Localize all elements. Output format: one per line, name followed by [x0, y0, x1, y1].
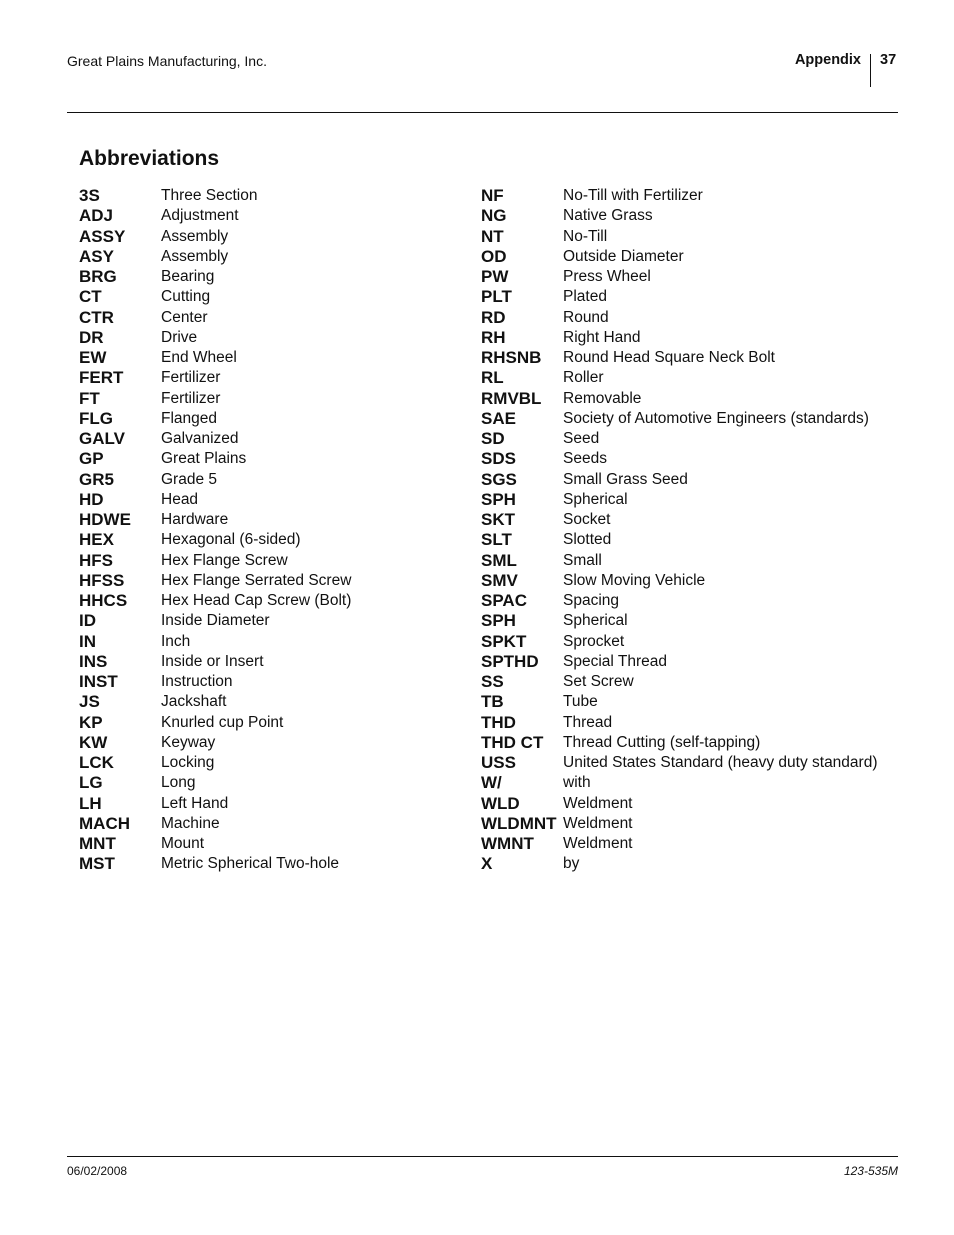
- abbreviation-term: HFSS: [79, 570, 125, 590]
- abbreviation-row: [481, 632, 878, 652]
- footer-doc-number: 123-535M: [843, 1164, 898, 1178]
- abbreviation-row: [79, 348, 351, 368]
- abbreviation-meaning: Instruction: [161, 673, 233, 691]
- abbreviation-meaning: Slow Moving Vehicle: [563, 571, 706, 589]
- abbreviation-term: EW: [79, 348, 107, 368]
- abbreviation-row: [79, 591, 351, 611]
- header-section-title: Appendix: [794, 52, 861, 68]
- abbreviation-row: [79, 206, 351, 226]
- header-company: Great Plains Manufacturing, Inc.: [67, 53, 267, 69]
- abbreviation-row: [481, 267, 878, 287]
- abbreviation-row: [79, 530, 351, 550]
- abbreviation-row: [79, 652, 351, 672]
- abbreviation-meaning: Weldment: [563, 794, 633, 812]
- abbreviation-term: FT: [79, 388, 100, 408]
- abbreviation-row: [481, 429, 878, 449]
- abbreviation-row: [481, 510, 878, 530]
- abbreviation-term: W/: [481, 773, 502, 793]
- abbreviation-meaning: United States Standard (heavy duty standard): [563, 754, 878, 772]
- abbreviation-term: WMNT: [481, 834, 534, 854]
- abbreviation-row: [481, 186, 878, 206]
- abbreviation-meaning: with: [563, 774, 591, 792]
- abbreviation-row: [481, 571, 878, 591]
- abbreviation-meaning: Small Grass Seed: [563, 470, 688, 488]
- abbreviation-term: USS: [481, 753, 516, 773]
- abbreviation-meaning: Assembly: [161, 227, 229, 245]
- abbreviation-term: NG: [481, 206, 507, 226]
- abbreviation-row: [79, 287, 351, 307]
- abbreviation-meaning: by: [563, 855, 580, 873]
- abbreviation-row: [481, 287, 878, 307]
- abbreviation-row: [79, 571, 351, 591]
- abbreviation-term: RMVBL: [481, 388, 542, 408]
- abbreviation-meaning: Center: [161, 308, 208, 326]
- abbreviation-meaning: Three Section: [161, 187, 258, 205]
- abbreviation-term: HEX: [79, 530, 114, 550]
- abbreviation-term: THD CT: [481, 732, 544, 752]
- abbreviation-meaning: Thread Cutting (self-tapping): [563, 733, 761, 751]
- abbreviation-row: [79, 308, 351, 328]
- abbreviation-meaning: Hex Head Cap Screw (Bolt): [161, 592, 352, 610]
- abbreviation-term: SPTHD: [481, 651, 539, 671]
- abbreviation-row: [79, 429, 351, 449]
- abbreviation-meaning: Drive: [161, 328, 198, 346]
- abbreviation-term: IN: [79, 631, 96, 651]
- abbreviation-term: SLT: [481, 530, 512, 550]
- abbreviation-meaning: Hexagonal (6-sided): [161, 531, 301, 549]
- abbreviation-meaning: Long: [161, 774, 196, 792]
- abbreviation-row: [481, 652, 878, 672]
- abbreviation-term: FERT: [79, 368, 124, 388]
- abbreviation-meaning: Outside Diameter: [563, 247, 684, 265]
- abbreviation-row: [481, 308, 878, 328]
- abbreviation-term: 3S: [79, 186, 100, 206]
- abbreviation-meaning: Press Wheel: [563, 268, 651, 286]
- abbreviation-meaning: Slotted: [563, 531, 612, 549]
- abbreviation-row: [481, 470, 878, 490]
- abbreviation-row: [79, 854, 351, 874]
- abbreviation-meaning: Mount: [161, 835, 205, 853]
- abbreviation-row: [79, 753, 351, 773]
- abbreviation-meaning: Roller: [563, 369, 604, 387]
- abbreviation-term: SGS: [481, 469, 517, 489]
- abbreviation-row: [79, 733, 351, 753]
- abbreviation-term: BRG: [79, 267, 117, 287]
- abbreviation-term: GR5: [79, 469, 114, 489]
- abbreviation-meaning: Weldment: [563, 835, 633, 853]
- abbreviation-meaning: Flanged: [161, 409, 218, 427]
- abbreviation-row: [481, 753, 878, 773]
- abbreviation-row: [481, 247, 878, 267]
- abbreviation-term: TB: [481, 692, 504, 712]
- abbreviation-row: [481, 328, 878, 348]
- abbreviation-term: RD: [481, 307, 506, 327]
- abbreviation-row: [79, 672, 351, 692]
- abbreviation-term: SKT: [481, 510, 515, 530]
- top-rule: [67, 112, 898, 113]
- abbreviation-meaning: Great Plains: [161, 450, 247, 468]
- abbreviation-row: [79, 368, 351, 388]
- abbreviation-meaning: Round: [563, 308, 609, 326]
- bottom-rule: [67, 1156, 898, 1157]
- abbreviation-term: SML: [481, 550, 517, 570]
- abbreviation-meaning: Spherical: [563, 490, 628, 508]
- abbreviation-meaning: Left Hand: [161, 794, 229, 812]
- abbreviation-meaning: Special Thread: [563, 652, 667, 670]
- abbreviation-meaning: Fertilizer: [161, 389, 221, 407]
- abbreviation-row: [481, 814, 878, 834]
- abbreviation-term: LCK: [79, 753, 114, 773]
- abbreviation-meaning: Tube: [563, 693, 598, 711]
- abbreviation-meaning: Jackshaft: [161, 693, 227, 711]
- abbreviation-meaning: Head: [161, 490, 199, 508]
- abbreviation-row: [79, 510, 351, 530]
- page-number: 37: [880, 52, 897, 68]
- abbreviation-term: CT: [79, 287, 102, 307]
- abbreviation-meaning: Grade 5: [161, 470, 218, 488]
- abbreviation-term: HHCS: [79, 591, 128, 611]
- abbreviation-term: SD: [481, 429, 505, 449]
- abbreviation-row: [481, 773, 878, 793]
- abbreviation-term: THD: [481, 712, 516, 732]
- abbreviation-term: KP: [79, 712, 103, 732]
- abbreviation-row: [481, 206, 878, 226]
- abbreviation-meaning: Thread: [563, 713, 613, 731]
- abbreviation-term: ASSY: [79, 226, 126, 246]
- abbreviation-row: [481, 854, 878, 874]
- abbreviation-term: ID: [79, 611, 96, 631]
- abbreviation-meaning: Assembly: [161, 247, 229, 265]
- abbreviation-row: [79, 470, 351, 490]
- abbreviation-meaning: Plated: [563, 288, 607, 306]
- abbreviation-row: [79, 713, 351, 733]
- abbreviation-meaning: No-Till with Fertilizer: [563, 187, 703, 205]
- abbreviation-row: [79, 632, 351, 652]
- abbreviation-meaning: End Wheel: [161, 349, 237, 367]
- abbreviation-term: RHSNB: [481, 348, 542, 368]
- abbreviation-meaning: Small: [563, 551, 602, 569]
- abbreviation-row: [481, 834, 878, 854]
- abbreviation-term: JS: [79, 692, 100, 712]
- abbreviation-row: [79, 227, 351, 247]
- abbreviation-term: LG: [79, 773, 103, 793]
- abbreviation-meaning: Bearing: [161, 268, 215, 286]
- abbreviation-term: ASY: [79, 246, 114, 266]
- abbreviation-term: CTR: [79, 307, 114, 327]
- abbreviation-row: [481, 713, 878, 733]
- abbreviation-meaning: Seeds: [563, 450, 607, 468]
- abbreviation-meaning: Locking: [161, 754, 215, 772]
- abbreviation-term: MNT: [79, 834, 116, 854]
- abbreviation-term: SMV: [481, 570, 518, 590]
- abbreviation-term: GP: [79, 449, 104, 469]
- abbreviation-term: FLG: [79, 408, 113, 428]
- abbreviation-meaning: Round Head Square Neck Bolt: [563, 349, 775, 367]
- abbreviation-meaning: Socket: [563, 511, 611, 529]
- abbreviation-term: SPH: [481, 489, 516, 509]
- abbreviation-meaning: Inside or Insert: [161, 652, 264, 670]
- abbreviation-row: [481, 611, 878, 631]
- abbreviation-meaning: Knurled cup Point: [161, 713, 284, 731]
- abbreviation-row: [481, 692, 878, 712]
- abbreviation-meaning: Society of Automotive Engineers (standards): [563, 409, 869, 427]
- abbreviation-row: [481, 794, 878, 814]
- abbreviation-meaning: Inch: [161, 632, 191, 650]
- abbreviation-term: INST: [79, 672, 118, 692]
- abbreviation-row: [481, 389, 878, 409]
- abbreviation-meaning: Native Grass: [563, 207, 653, 225]
- header-divider: [870, 54, 871, 87]
- abbreviation-meaning: Machine: [161, 814, 220, 832]
- abbreviation-meaning: Weldment: [563, 814, 633, 832]
- abbreviation-row: [481, 227, 878, 247]
- abbreviation-row: [481, 733, 878, 753]
- abbreviation-term: SPAC: [481, 591, 527, 611]
- abbreviation-term: PLT: [481, 287, 512, 307]
- abbreviation-term: SAE: [481, 408, 516, 428]
- abbreviation-meaning: Hex Flange Serrated Screw: [161, 571, 352, 589]
- abbreviation-row: [79, 773, 351, 793]
- abbreviation-term: GALV: [79, 429, 125, 449]
- abbreviation-term: SPKT: [481, 631, 527, 651]
- abbreviation-row: [79, 794, 351, 814]
- abbreviation-row: [481, 490, 878, 510]
- abbreviation-meaning: Set Screw: [563, 673, 634, 691]
- abbreviation-term: RH: [481, 327, 506, 347]
- abbreviation-meaning: Adjustment: [161, 207, 239, 225]
- abbreviation-row: [79, 551, 351, 571]
- abbreviation-meaning: Sprocket: [563, 632, 625, 650]
- abbreviation-column-right: [481, 186, 878, 875]
- abbreviation-term: HFS: [79, 550, 113, 570]
- abbreviation-row: [481, 449, 878, 469]
- abbreviation-meaning: Keyway: [161, 733, 216, 751]
- abbreviation-meaning: Cutting: [161, 288, 211, 306]
- abbreviation-column-left: [79, 186, 351, 875]
- abbreviation-term: NF: [481, 186, 504, 206]
- abbreviation-meaning: Metric Spherical Two-hole: [161, 855, 340, 873]
- abbreviation-meaning: Hex Flange Screw: [161, 551, 288, 569]
- abbreviation-term: MST: [79, 854, 115, 874]
- abbreviation-term: DR: [79, 327, 104, 347]
- abbreviation-row: [79, 267, 351, 287]
- abbreviation-term: INS: [79, 651, 108, 671]
- abbreviation-term: WLD: [481, 793, 520, 813]
- abbreviation-meaning: Spacing: [563, 592, 620, 610]
- abbreviation-row: [481, 551, 878, 571]
- abbreviation-row: [481, 409, 878, 429]
- abbreviation-row: [481, 368, 878, 388]
- abbreviation-row: [79, 692, 351, 712]
- abbreviation-meaning: Removable: [563, 389, 642, 407]
- abbreviation-row: [79, 328, 351, 348]
- abbreviation-meaning: Inside Diameter: [161, 612, 270, 630]
- abbreviation-meaning: Right Hand: [563, 328, 641, 346]
- abbreviation-term: SPH: [481, 611, 516, 631]
- abbreviation-row: [481, 530, 878, 550]
- abbreviation-row: [79, 814, 351, 834]
- abbreviation-term: KW: [79, 732, 108, 752]
- abbreviation-term: WLDMNT: [481, 813, 557, 833]
- footer-date: 06/02/2008: [67, 1164, 128, 1178]
- abbreviation-row: [79, 409, 351, 429]
- abbreviation-meaning: Spherical: [563, 612, 628, 630]
- abbreviation-row: [79, 389, 351, 409]
- page-title: Abbreviations: [79, 147, 220, 170]
- abbreviation-row: [481, 591, 878, 611]
- abbreviation-term: SS: [481, 672, 504, 692]
- abbreviation-row: [79, 186, 351, 206]
- abbreviation-meaning: Hardware: [161, 511, 229, 529]
- abbreviation-row: [79, 247, 351, 267]
- abbreviation-term: HD: [79, 489, 104, 509]
- abbreviation-term: RL: [481, 368, 504, 388]
- abbreviation-row: [79, 449, 351, 469]
- abbreviation-row: [79, 611, 351, 631]
- abbreviation-row: [481, 348, 878, 368]
- abbreviation-term: ADJ: [79, 206, 114, 226]
- abbreviation-row: [481, 672, 878, 692]
- abbreviation-term: NT: [481, 226, 504, 246]
- abbreviation-term: LH: [79, 793, 102, 813]
- abbreviation-term: PW: [481, 267, 509, 287]
- abbreviation-meaning: No-Till: [563, 227, 608, 245]
- abbreviation-term: X: [481, 854, 493, 874]
- abbreviation-term: MACH: [79, 813, 130, 833]
- abbreviation-meaning: Seed: [563, 430, 600, 448]
- abbreviation-row: [79, 490, 351, 510]
- abbreviation-term: OD: [481, 246, 507, 266]
- abbreviation-meaning: Fertilizer: [161, 369, 221, 387]
- abbreviation-term: HDWE: [79, 510, 131, 530]
- abbreviation-meaning: Galvanized: [161, 430, 239, 448]
- abbreviation-row: [79, 834, 351, 854]
- abbreviation-term: SDS: [481, 449, 516, 469]
